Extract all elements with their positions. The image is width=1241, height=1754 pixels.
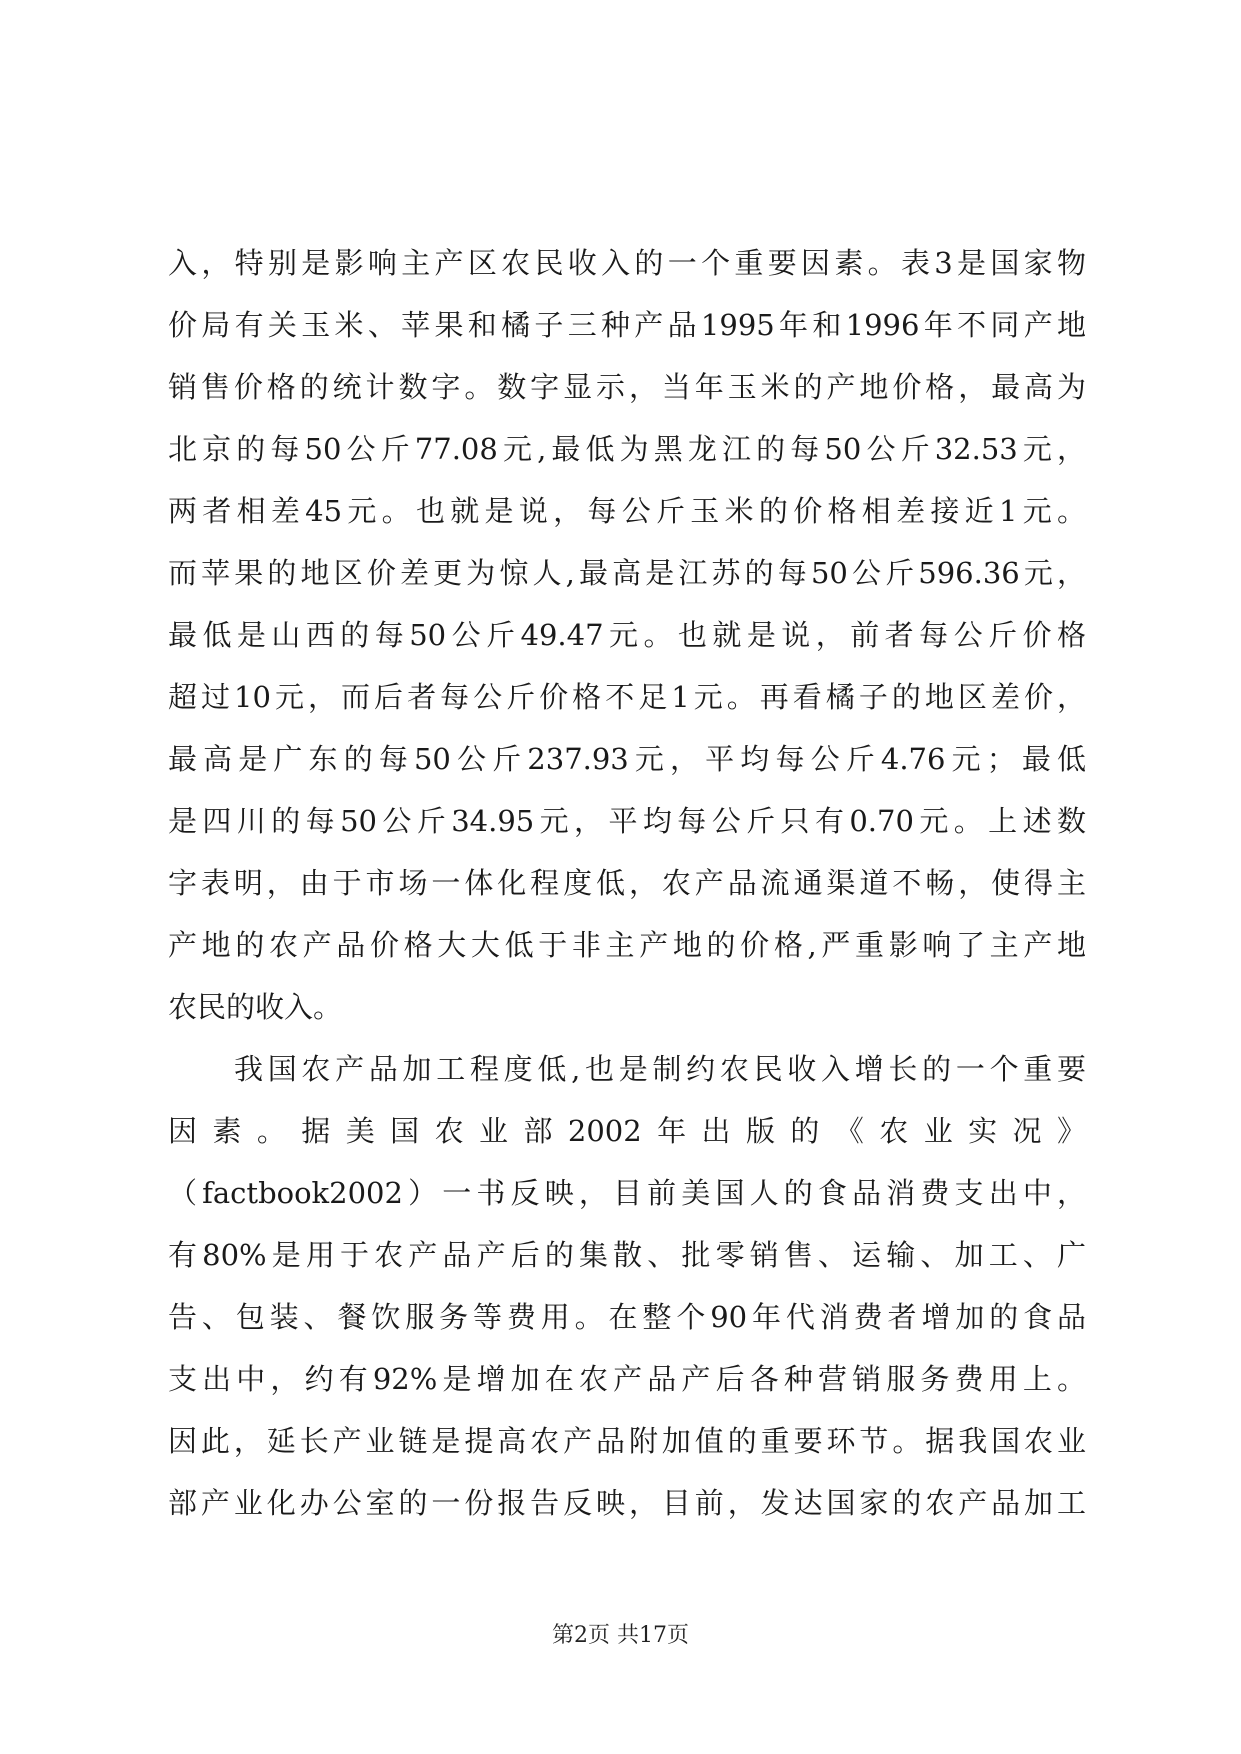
text-line: 有80%是用于农产品产后的集散、批零销售、运输、加工、广 bbox=[168, 1238, 1086, 1272]
text-line: 入，特别是影响主产区农民收入的一个重要因素。表3是国家物 bbox=[168, 246, 1086, 280]
text-line: 超过10元，而后者每公斤价格不足1元。再看橘子的地区差价， bbox=[168, 680, 1086, 714]
text-line: （factbook2002）一书反映，目前美国人的食品消费支出中， bbox=[168, 1176, 1086, 1210]
text-line: 农民的收入。 bbox=[168, 990, 343, 1024]
text-line: 支出中，约有92%是增加在农产品产后各种营销服务费用上。 bbox=[168, 1362, 1086, 1396]
text-line: 部产业化办公室的一份报告反映，目前，发达国家的农产品加工 bbox=[168, 1486, 1086, 1520]
text-line: 最低是山西的每50公斤49.47元。也就是说，前者每公斤价格 bbox=[168, 618, 1086, 652]
text-line: 产地的农产品价格大大低于非主产地的价格,严重影响了主产地 bbox=[168, 928, 1086, 962]
text-line: 销售价格的统计数字。数字显示，当年玉米的产地价格，最高为 bbox=[168, 370, 1086, 404]
text-line: 最高是广东的每50公斤237.93元，平均每公斤4.76元；最低 bbox=[168, 742, 1086, 776]
text-line: 因素。据美国农业部2002年出版的《农业实况》 bbox=[168, 1114, 1086, 1148]
text-line: 我国农产品加工程度低,也是制约农民收入增长的一个重要 bbox=[234, 1052, 1086, 1086]
text-line: 告、包装、餐饮服务等费用。在整个90年代消费者增加的食品 bbox=[168, 1300, 1086, 1334]
text-line: 而苹果的地区价差更为惊人,最高是江苏的每50公斤596.36元， bbox=[168, 556, 1086, 590]
document-body bbox=[168, 232, 1086, 1534]
text-line: 是四川的每50公斤34.95元，平均每公斤只有0.70元。上述数 bbox=[168, 804, 1086, 838]
text-line: 价局有关玉米、苹果和橘子三种产品1995年和1996年不同产地 bbox=[168, 308, 1086, 342]
page-number: 第2页 共17页 bbox=[552, 1623, 689, 1648]
paragraph-2 bbox=[168, 1038, 1086, 1534]
text-line: 两者相差45元。也就是说，每公斤玉米的价格相差接近1元。 bbox=[168, 494, 1086, 528]
text-line: 因此，延长产业链是提高农产品附加值的重要环节。据我国农业 bbox=[168, 1424, 1086, 1458]
text-line: 字表明，由于市场一体化程度低，农产品流通渠道不畅，使得主 bbox=[168, 866, 1086, 900]
paragraph-1 bbox=[168, 232, 1086, 1038]
text-line: 北京的每50公斤77.08元,最低为黑龙江的每50公斤32.53元， bbox=[168, 432, 1086, 466]
